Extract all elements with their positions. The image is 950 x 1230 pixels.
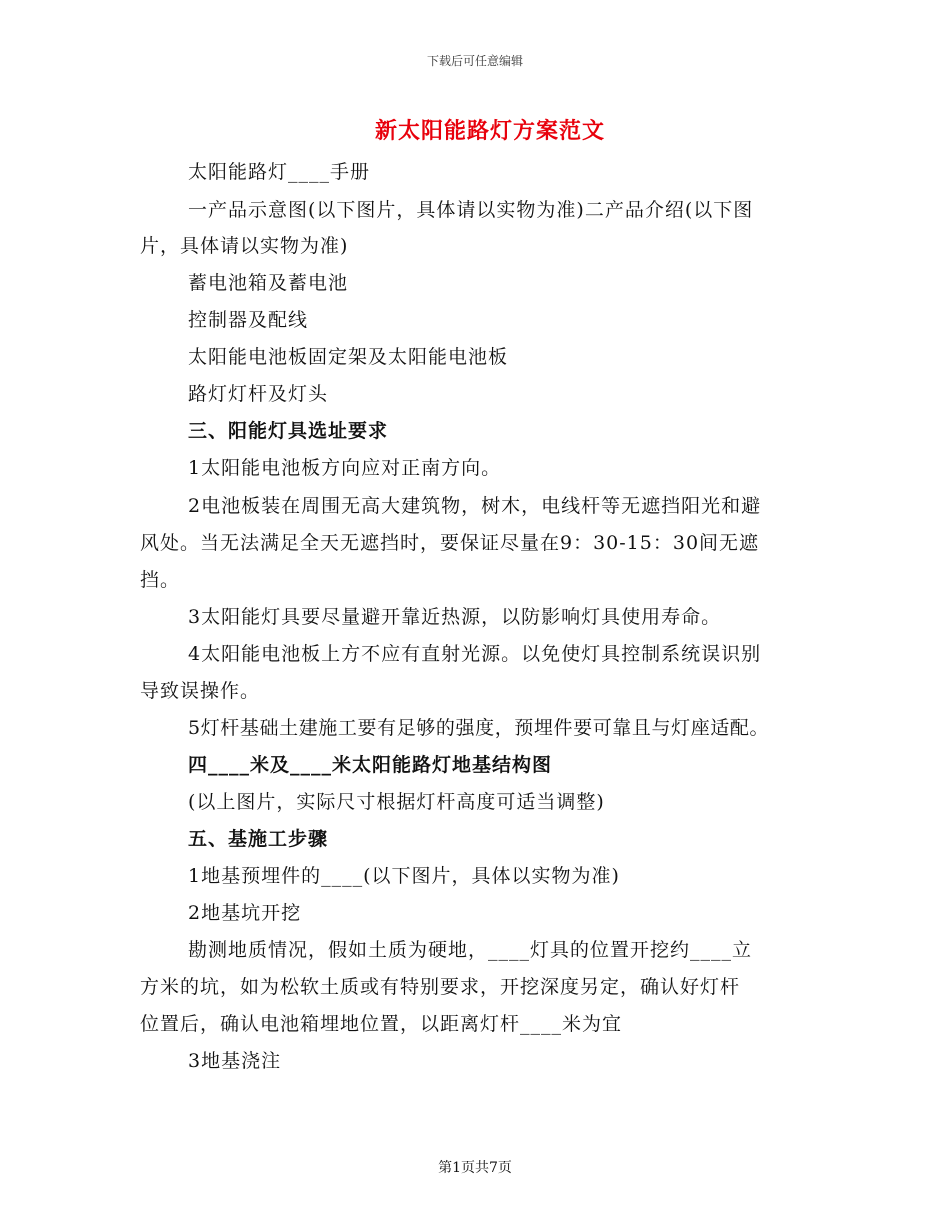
paragraph-line: 5灯杆基础土建施工要有足够的强度，预埋件要可靠且与灯座适配。 bbox=[188, 717, 770, 739]
paragraph-line: 位置后，确认电池箱埋地位置，以距离灯杆____米为宜 bbox=[140, 1013, 623, 1035]
paragraph-line: 3地基浇注 bbox=[188, 1050, 282, 1072]
paragraph-line: 方米的坑，如为松软土质或有特别要求，开挖深度另定，确认好灯杆 bbox=[140, 976, 741, 998]
paragraph-line: 挡。 bbox=[140, 569, 181, 591]
document-title: 新太阳能路灯方案范文 bbox=[374, 118, 605, 144]
paragraph-line: 4太阳能电池板上方不应有直射光源。以免使灯具控制系统误识别 bbox=[188, 643, 762, 665]
paragraph-line: 片，具体请以实物为准) bbox=[140, 235, 349, 257]
paragraph-line: (以上图片，实际尺寸根据灯杆高度可适当调整) bbox=[188, 791, 605, 813]
paragraph-line: 1地基预埋件的____(以下图片，具体以实物为准) bbox=[188, 865, 620, 887]
header-note: 下载后可任意编辑 bbox=[426, 54, 523, 68]
paragraph-line: 路灯灯杆及灯头 bbox=[188, 383, 329, 405]
paragraph-line: 3太阳能灯具要尽量避开靠近热源，以防影响灯具使用寿命。 bbox=[188, 606, 722, 628]
paragraph-line: 勘测地质情况，假如土质为硬地，____灯具的位置开挖约____立 bbox=[188, 939, 753, 961]
section-heading: 三、阳能灯具选址要求 bbox=[188, 420, 389, 442]
paragraph-line: 2电池板装在周围无高大建筑物，树木，电线杆等无遮挡阳光和避 bbox=[188, 495, 762, 517]
paragraph-line: 太阳能电池板固定架及太阳能电池板 bbox=[188, 346, 509, 368]
paragraph-line: 风处。当无法满足全天无遮挡时，要保证尽量在9：30-15：30间无遮 bbox=[140, 532, 760, 554]
paragraph-line: 控制器及配线 bbox=[188, 309, 309, 331]
section-heading: 五、基施工步骤 bbox=[188, 828, 329, 850]
paragraph-line: 蓄电池箱及蓄电池 bbox=[188, 272, 349, 294]
paragraph-line: 1太阳能电池板方向应对正南方向。 bbox=[188, 457, 502, 479]
paragraph-line: 太阳能路灯____手册 bbox=[188, 161, 371, 183]
paragraph-line: 一产品示意图(以下图片，具体请以实物为准)二产品介绍(以下图 bbox=[188, 199, 754, 221]
paragraph-line: 2地基坑开挖 bbox=[188, 902, 302, 924]
section-heading: 四____米及____米太阳能路灯地基结构图 bbox=[188, 754, 553, 776]
paragraph-line: 导致误操作。 bbox=[140, 680, 261, 702]
page-footer: 第1页共7页 bbox=[438, 1160, 512, 1176]
